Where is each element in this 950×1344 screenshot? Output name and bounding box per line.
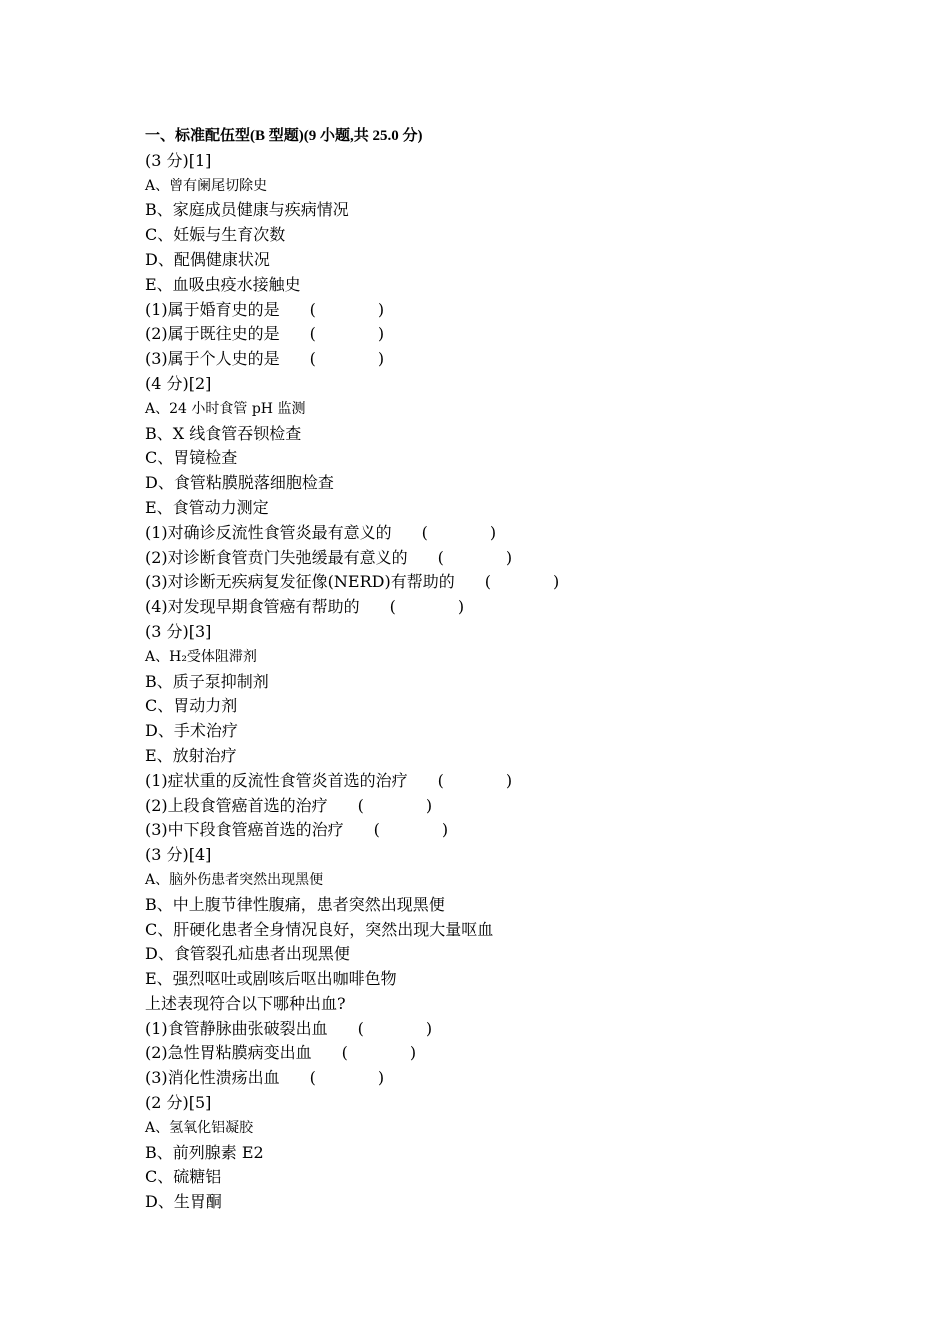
exam-content	[145, 124, 865, 1215]
answer-paren-close: )	[377, 1068, 385, 1088]
option-a: A、曾有阑尾切除史	[145, 177, 268, 194]
section-title: 一、标准配伍型(B 型题)(9 小题,共 25.0 分)	[145, 128, 423, 144]
option-c: C、妊娠与生育次数	[145, 225, 286, 245]
option-a: A、24 小时食管 pH 监测	[145, 400, 306, 417]
option-c: C、胃镜检查	[145, 448, 238, 468]
question-item	[145, 595, 865, 620]
answer-paren-close: )	[377, 324, 385, 344]
answer-paren-open: (	[373, 820, 380, 840]
question-text: (1)症状重的反流性食管炎首选的治疗	[145, 770, 408, 790]
question-item	[145, 570, 865, 595]
question-item	[145, 769, 865, 794]
option-b: B、中上腹节律性腹痛，患者突然出现黑便	[145, 894, 445, 914]
answer-paren-open: (	[421, 522, 428, 542]
answer-paren-close: )	[552, 572, 560, 592]
question-text: (1)对确诊反流性食管炎最有意义的	[145, 522, 392, 542]
option-a: A、脑外伤患者突然出现黑便	[145, 871, 324, 888]
answer-paren-open: (	[309, 324, 316, 344]
answer-paren-close: )	[409, 1043, 417, 1063]
option-b: B、家庭成员健康与疾病情况	[145, 200, 349, 220]
answer-paren-open: (	[357, 795, 364, 815]
option-c: C、硫糖铝	[145, 1167, 222, 1187]
option-e: E、血吸虫疫水接触史	[145, 274, 301, 294]
question-item	[145, 794, 865, 819]
option-b: B、X 线食管吞钡检查	[145, 423, 302, 443]
option-e: E、放射治疗	[145, 745, 237, 765]
option-c: C、胃动力剂	[145, 696, 238, 716]
question-text: (1)食管静脉曲张破裂出血	[145, 1018, 328, 1038]
group-header: (2 分)[5]	[145, 1093, 212, 1113]
answer-paren-open: (	[309, 349, 316, 369]
option-a: A、氢氧化铝凝胶	[145, 1119, 254, 1136]
question-text: (3)对诊断无疾病复发征像(NERD)有帮助的	[145, 572, 455, 592]
question-text: (3)中下段食管癌首选的治疗	[145, 820, 344, 840]
question-stem: 上述表现符合以下哪种出血?	[145, 993, 346, 1013]
answer-paren-close: )	[377, 349, 385, 369]
answer-paren-close: )	[489, 522, 497, 542]
question-text: (2)对诊断食管贲门失弛缓最有意义的	[145, 547, 408, 567]
option-b: B、前列腺素 E2	[145, 1142, 264, 1162]
answer-paren-close: )	[441, 820, 449, 840]
question-item	[145, 1017, 865, 1042]
option-a: A、H₂受体阻滞剂	[145, 648, 257, 665]
answer-paren-open: (	[437, 770, 444, 790]
group-header: (3 分)[3]	[145, 621, 212, 641]
question-item	[145, 1041, 865, 1066]
option-c: C、肝硬化患者全身情况良好，突然出现大量呕血	[145, 919, 494, 939]
option-e: E、食管动力测定	[145, 497, 269, 517]
option-b: B、质子泵抑制剂	[145, 671, 269, 691]
answer-paren-open: (	[341, 1043, 348, 1063]
question-text: (2)属于既往史的是	[145, 324, 280, 344]
answer-paren-close: )	[505, 547, 513, 567]
question-item	[145, 298, 865, 323]
question-item	[145, 521, 865, 546]
question-text: (3)属于个人史的是	[145, 349, 280, 369]
answer-paren-close: )	[377, 299, 385, 319]
answer-paren-open: (	[484, 572, 491, 592]
answer-paren-close: )	[505, 770, 513, 790]
option-d: D、生胃酮	[145, 1192, 222, 1212]
question-item	[145, 322, 865, 347]
answer-paren-open: (	[309, 1068, 316, 1088]
question-item	[145, 1066, 865, 1091]
question-text: (4)对发现早期食管癌有帮助的	[145, 597, 360, 617]
option-d: D、食管裂孔疝患者出现黑便	[145, 944, 350, 964]
option-d: D、食管粘膜脱落细胞检查	[145, 473, 334, 493]
answer-paren-open: (	[389, 597, 396, 617]
answer-paren-close: )	[457, 597, 465, 617]
option-d: D、手术治疗	[145, 721, 238, 741]
question-item	[145, 818, 865, 843]
group-header: (3 分)[4]	[145, 845, 212, 865]
answer-paren-close: )	[425, 795, 433, 815]
answer-paren-close: )	[425, 1018, 433, 1038]
group-header: (4 分)[2]	[145, 373, 212, 393]
group-header: (3 分)[1]	[145, 150, 212, 170]
answer-paren-open: (	[437, 547, 444, 567]
option-d: D、配偶健康状况	[145, 249, 270, 269]
answer-paren-open: (	[357, 1018, 364, 1038]
question-text: (2)上段食管癌首选的治疗	[145, 795, 328, 815]
question-text: (2)急性胃粘膜病变出血	[145, 1043, 312, 1063]
option-e: E、强烈呕吐或剧咳后呕出咖啡色物	[145, 969, 397, 989]
answer-paren-open: (	[309, 299, 316, 319]
question-text: (3)消化性溃疡出血	[145, 1068, 280, 1088]
question-item	[145, 347, 865, 372]
question-text: (1)属于婚育史的是	[145, 299, 280, 319]
question-item	[145, 546, 865, 571]
